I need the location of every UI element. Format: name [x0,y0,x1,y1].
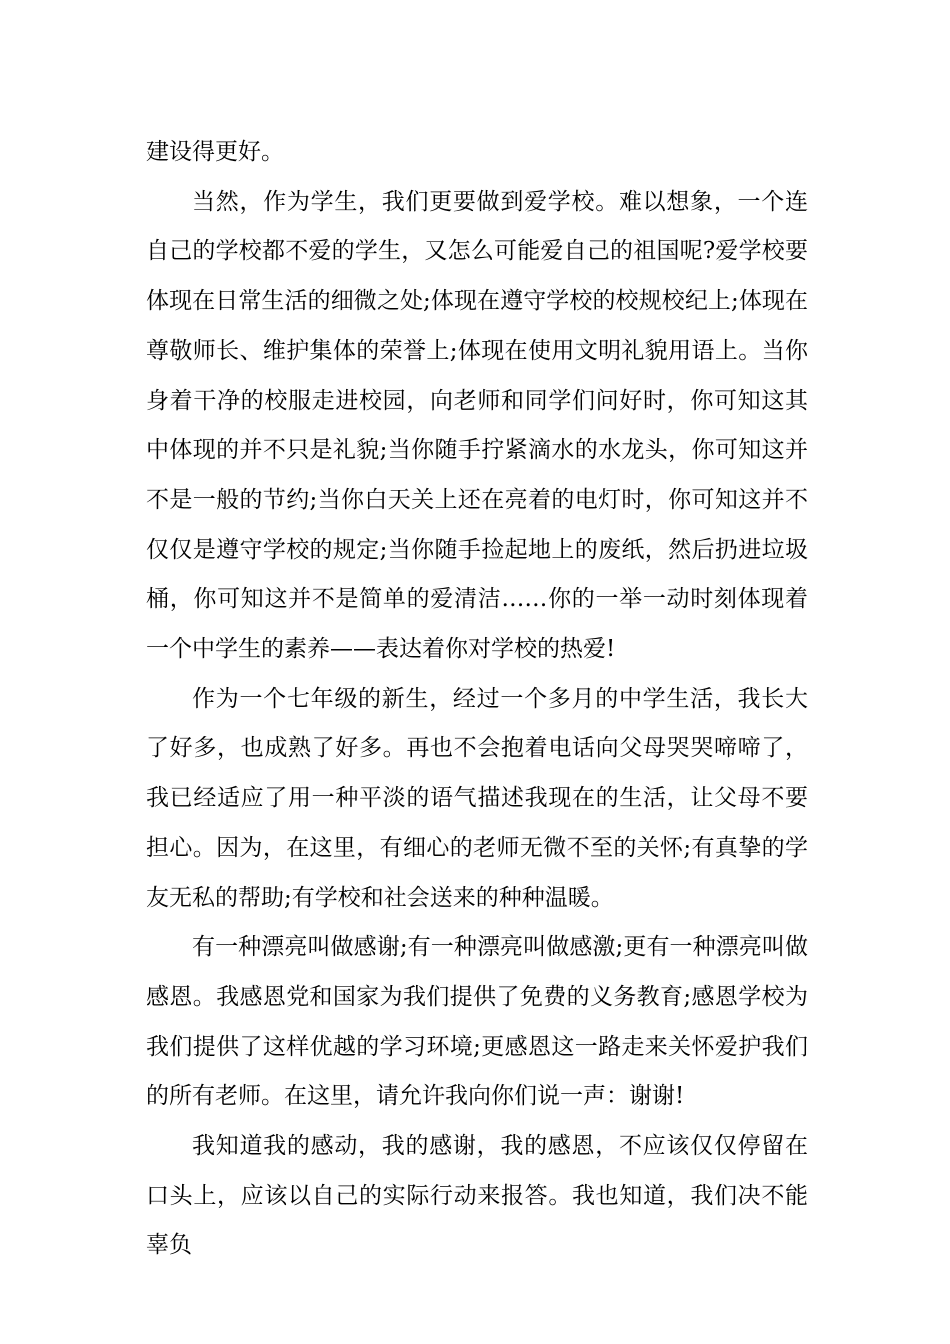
paragraph-gratitude: 有一种漂亮叫做感谢;有一种漂亮叫做感激;更有一种漂亮叫做感恩。我感恩党和国家为我们提供了免费的义务教育;感恩学校为我们提供了这样优越的学习环境;更感恩这一路走来关怀爱护我们的所有老师。在这里，请允许我向你们说一声：谢谢! [146,934,808,1110]
paragraph-new-student: 作为一个七年级的新生，经过一个多月的中学生活，我长大了好多，也成熟了好多。再也不会抱着电话向父母哭哭啼啼了，我已经适应了用一种平淡的语气描述我现在的生活，让父母不要担心。因为，在这里，有细心的老师无微不至的关怀;有真挚的学友无私的帮助;有学校和社会送来的种种温暖。 [146,685,808,911]
paragraph-continued: 建设得更好。 [146,139,284,165]
paragraph-love-school: 当然，作为学生，我们更要做到爱学校。难以想象，一个连自己的学校都不爱的学生，又怎么可能爱自己的祖国呢?爱学校要体现在日常生活的细微之处;体现在遵守学校的校规校纪上;体现在尊敬师长、维护集体的荣誉上;体现在使用文明礼貌用语上。当你身着干净的校服走进校园，向老师和同学们问好时，你可知这其中体现的并不只是礼貌;当你随手拧紧滴水的水龙头，你可知这并不是一般的节约;当你白天关上还在亮着的电灯时，你可知这并不仅仅是遵守学校的规定;当你随手捡起地上的废纸，然后扔进垃圾桶，你可知这并不是简单的爱清洁……你的一举一动时刻体现着一个中学生的素养——表达着你对学校的热爱! [146,188,808,663]
paragraph-action: 我知道我的感动，我的感谢，我的感恩，不应该仅仅停留在口头上，应该以自己的实际行动来报答。我也知道，我们决不能辜负 [146,1133,808,1259]
document-page [146,128,808,1271]
